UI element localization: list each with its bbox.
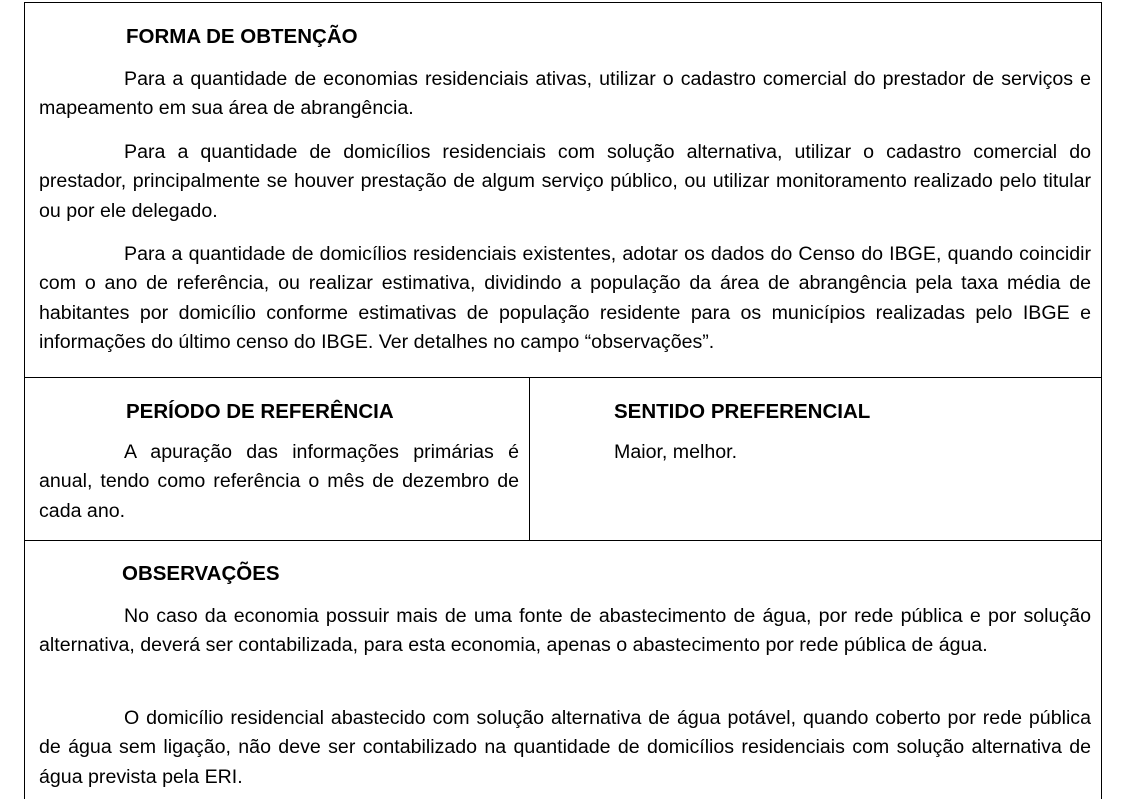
sentido-preferencial-text: Maior, melhor. <box>614 441 738 463</box>
periodo-referencia-text: A apuração das informações primárias é anual, tendo como referência o mês de dezembro de cada ano. <box>39 441 519 522</box>
forma-obtencao-paragraph-1: Para a quantidade de economias residenciais ativas, utilizar o cadastro comercial do prestador de serviços e mapeamento em sua área de abrangência. <box>39 68 1091 120</box>
forma-obtencao-section <box>25 3 1101 378</box>
periodo-sentido-row <box>25 378 1101 541</box>
sentido-preferencial-heading: SENTIDO PREFERENCIAL <box>614 400 871 423</box>
periodo-referencia-section <box>25 378 530 540</box>
periodo-referencia-heading: PERÍODO DE REFERÊNCIA <box>126 400 394 423</box>
observacoes-paragraph-1: No caso da economia possuir mais de uma fonte de abastecimento de água, por rede pública e por solução alternativa, deverá ser contabilizada, para esta economia, apenas o abastecimento por rede pública de água. <box>39 605 1091 657</box>
forma-obtencao-heading: FORMA DE OBTENÇÃO <box>126 25 358 48</box>
forma-obtencao-paragraph-2: Para a quantidade de domicílios residenciais com solução alternativa, utilizar o cadastro comercial do prestador, principalmente se houver prestação de algum serviço público, ou utilizar monitoramento realizado pelo titular ou por ele delegado. <box>39 141 1091 222</box>
observacoes-paragraph-2: O domicílio residencial abastecido com solução alternativa de água potável, quando coberto por rede pública de água sem ligação, não deve ser contabilizado na quantidade de domicílios residenciais com solução alternativa de água prevista pela ERI. <box>39 707 1091 788</box>
observacoes-heading: OBSERVAÇÕES <box>122 562 280 585</box>
forma-obtencao-paragraph-3: Para a quantidade de domicílios residenciais existentes, adotar os dados do Censo do IBGE, quando coincidir com o ano de referência, ou realizar estimativa, dividindo a população da área de abrangência pela taxa média de habitantes por domicílio conforme estimativas de população residente para os municípios realizadas pelo IBGE e informações do último censo do IBGE. Ver detalhes no campo “observações”. <box>39 243 1091 353</box>
sentido-preferencial-section <box>530 378 1101 540</box>
observacoes-section <box>25 541 1101 799</box>
indicator-sheet-table <box>24 2 1102 799</box>
